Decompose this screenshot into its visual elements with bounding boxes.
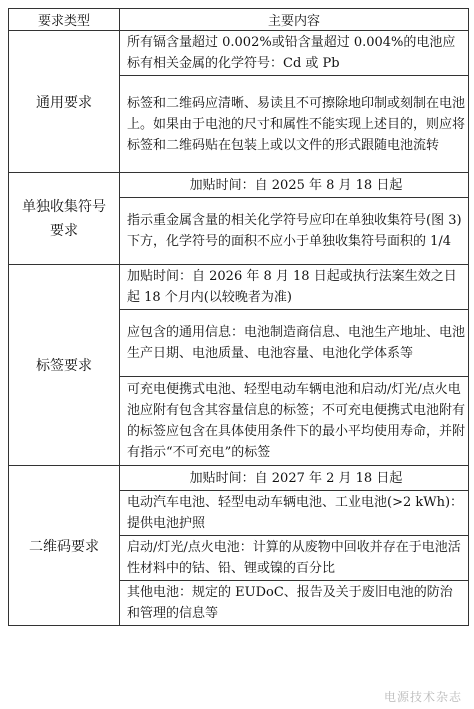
table-row: [9, 265, 469, 310]
table-header-row: [9, 9, 469, 31]
content-cell: 其他电池：规定的 EUDoC、报告及关于废旧电池的防治和管理的信息等: [120, 581, 469, 626]
content-cell: 加贴时间：自 2026 年 8 月 18 日起或执行法案生效之日起 18 个月内(以较晚者为准): [120, 265, 469, 310]
content-cell: 加贴时间：自 2027 年 2 月 18 日起: [120, 466, 469, 491]
content-cell: 加贴时间：自 2025 年 8 月 18 日起: [120, 173, 469, 198]
requirements-table: [8, 8, 469, 626]
header-requirement-type: 要求类型: [9, 9, 120, 31]
watermark: 电源技术杂志: [383, 690, 462, 704]
table-row: [9, 31, 469, 76]
content-cell: 指示重金属含量的相关化学符号应印在单独收集符号(图 3)下方，化学符号的面积不应小于单独收集符号面积的 1/4: [120, 198, 469, 265]
table-row: [9, 466, 469, 491]
category-qr-code: 二维码要求: [9, 466, 120, 626]
category-general: 通用要求: [9, 31, 120, 173]
content-cell: 所有镉含量超过 0.002%或铅含量超过 0.004%的电池应标有相关金属的化学符号：Cd 或 Pb: [120, 31, 469, 76]
content-cell: 可充电便携式电池、轻型电动车辆电池和启动/灯光/点火电池应附有包含其容量信息的标签；不可充电便携式电池附有的标签应包含在具体使用条件下的最小平均使用寿命，并附有指示“不可充电”的标签: [120, 377, 469, 466]
category-label: 单独收集符号要求: [22, 198, 106, 239]
category-separate-collection-symbol: [9, 173, 120, 265]
content-cell: 标签和二维码应清晰、易读且不可擦除地印制或刻制在电池上。如果由于电池的尺寸和属性不能实现上述目的，则应将标签和二维码贴在包装上或以文件的形式跟随电池流转: [120, 76, 469, 173]
content-cell: 启动/灯光/点火电池：计算的从废物中回收并存在于电池活性材料中的钴、铅、锂或镍的百分比: [120, 536, 469, 581]
content-cell: 应包含的通用信息：电池制造商信息、电池生产地址、电池生产日期、电池质量、电池容量、电池化学体系等: [120, 310, 469, 377]
category-label-requirements: 标签要求: [9, 265, 120, 466]
content-cell: 电动汽车电池、轻型电动车辆电池、工业电池(>2 kWh)：提供电池护照: [120, 491, 469, 536]
header-main-content: 主要内容: [120, 9, 469, 31]
table-row: [9, 173, 469, 198]
